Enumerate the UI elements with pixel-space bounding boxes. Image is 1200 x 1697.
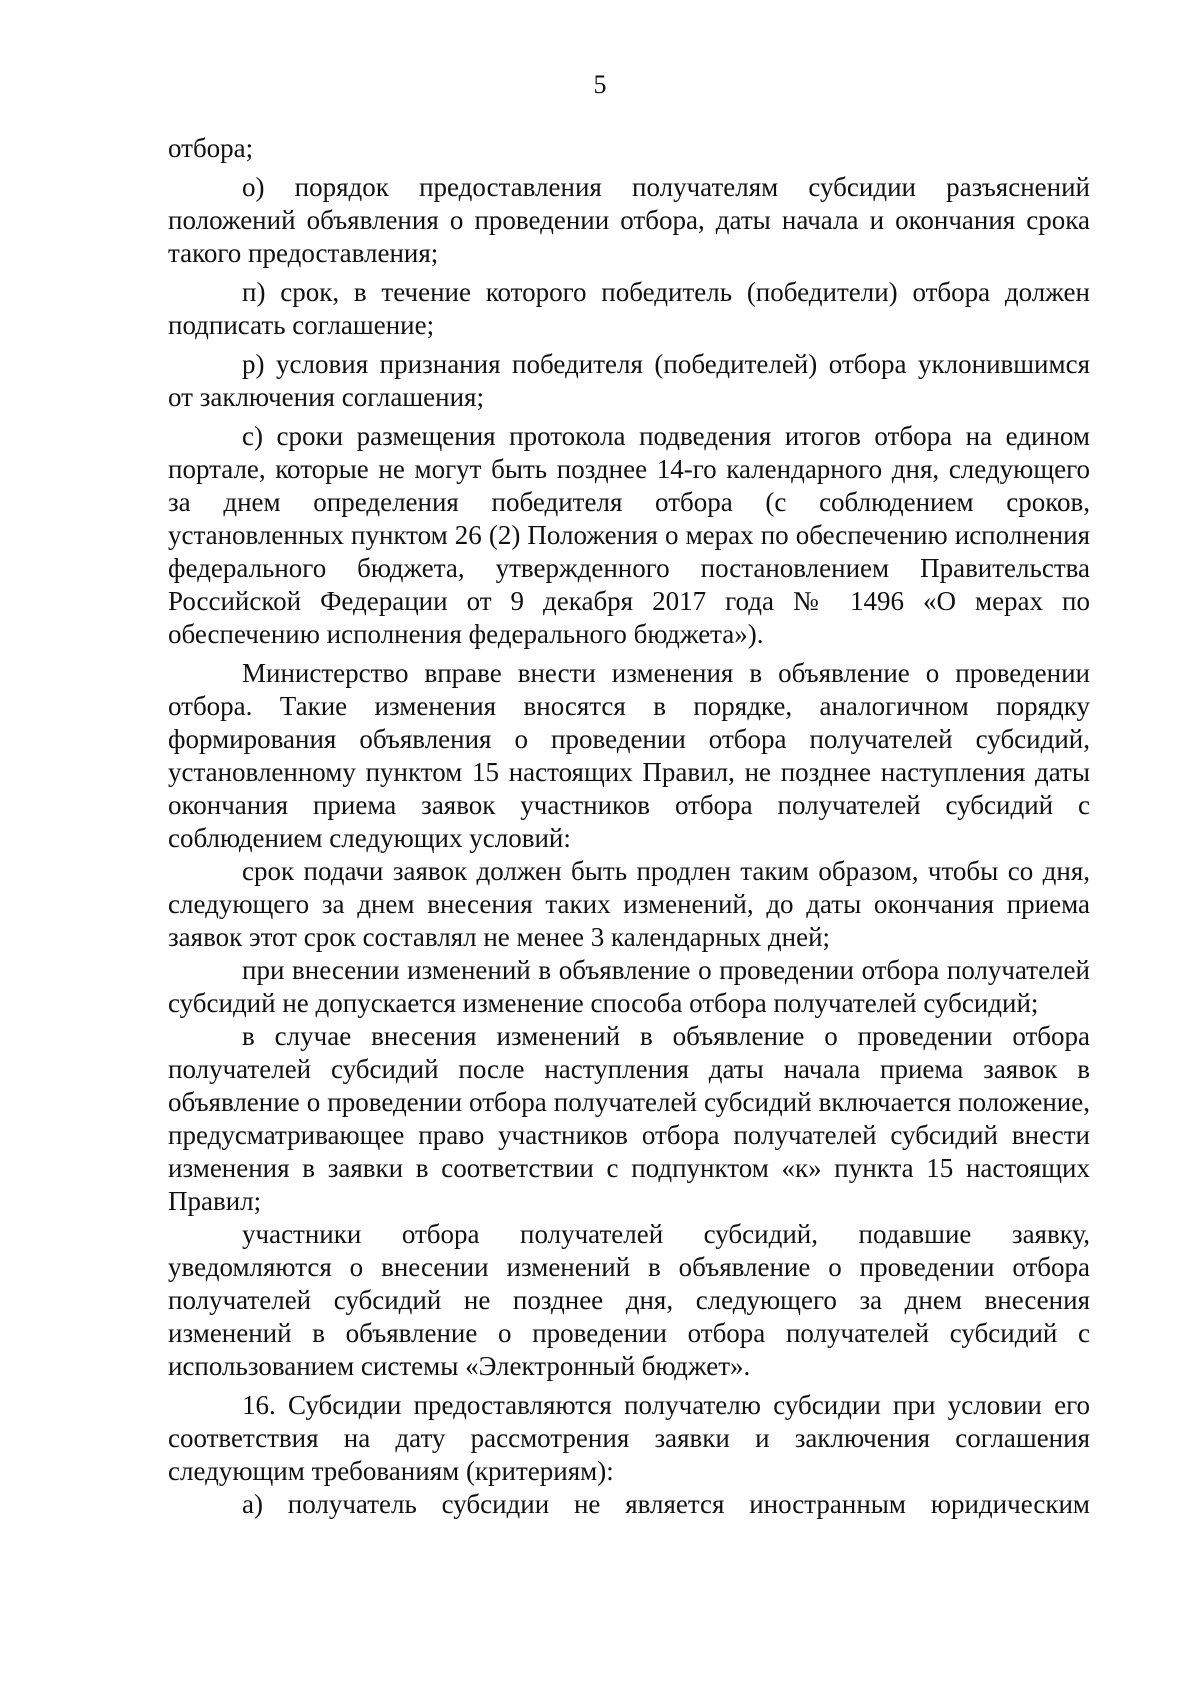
paragraph-condition-notification: участники отбора получателей субсидий, подавшие заявку, уведомляются о внесении изменений в объявление о проведении отбора получателей субсидий не позднее дня, следующего за днем внесения изменений в объявление о проведении отбора получателей субсидий с использованием системы «Электронный бюджет». bbox=[168, 1219, 1090, 1381]
paragraph-section-16: 16. Субсидии предоставляются получателю субсидии при условии его соответствия на дату рассмотрения заявки и заключения соглашения следующим требованиям (критериям): bbox=[168, 1390, 1090, 1486]
paragraph-item-r: р) условия признания победителя (победителей) отбора уклонившимся от заключения соглашения; bbox=[168, 349, 1090, 412]
paragraph-continuation: отбора; bbox=[168, 133, 254, 163]
document-body bbox=[168, 132, 1090, 1521]
paragraph-item-s: с) сроки размещения протокола подведения итогов отбора на едином портале, которые не могут быть позднее 14-го календарного дня, следующего за днем определения победителя отбора (с соблюдением сроков, установленных пунктом 26 (2) Положения о мерах по обеспечению исполнения федерального бюджета, утвержденного постановлением Правительства Российской Федерации от 9 декабря 2017 года № 1496 «О мерах по обеспечению исполнения федерального бюджета»). bbox=[168, 421, 1090, 649]
page-number: 5 bbox=[593, 70, 607, 99]
paragraph-ministry-changes: Министерство вправе внести изменения в объявление о проведении отбора. Такие изменения вносятся в порядке, аналогичном порядку формирования объявления о проведении отбора получателей субсидий, установленному пунктом 15 настоящих Правил, не позднее наступления даты окончания приема заявок участников отбора получателей субсидий с соблюдением следующих условий: bbox=[168, 658, 1090, 853]
paragraph-item-p: п) срок, в течение которого победитель (победители) отбора должен подписать соглашение; bbox=[168, 277, 1090, 340]
paragraph-condition-method: при внесении изменений в объявление о проведении отбора получателей субсидий не допускается изменение способа отбора получателей субсидий; bbox=[168, 955, 1090, 1018]
paragraph-item-a: а) получатель субсидии не является иностранным юридическим bbox=[242, 1489, 1090, 1519]
paragraph-item-o: о) порядок предоставления получателям субсидии разъяснений положений объявления о проведении отбора, даты начала и окончания срока такого предоставления; bbox=[168, 172, 1090, 268]
paragraph-condition-amendments: в случае внесения изменений в объявление о проведении отбора получателей субсидий после наступления даты начала приема заявок в объявление о проведении отбора получателей субсидий включается положение, предусматривающее право участников отбора получателей субсидий внести изменения в заявки в соответствии с подпунктом «к» пункта 15 настоящих Правил; bbox=[168, 1021, 1090, 1216]
paragraph-condition-deadline: срок подачи заявок должен быть продлен таким образом, чтобы со дня, следующего за днем внесения таких изменений, до даты окончания приема заявок этот срок составлял не менее 3 календарных дней; bbox=[168, 856, 1090, 952]
